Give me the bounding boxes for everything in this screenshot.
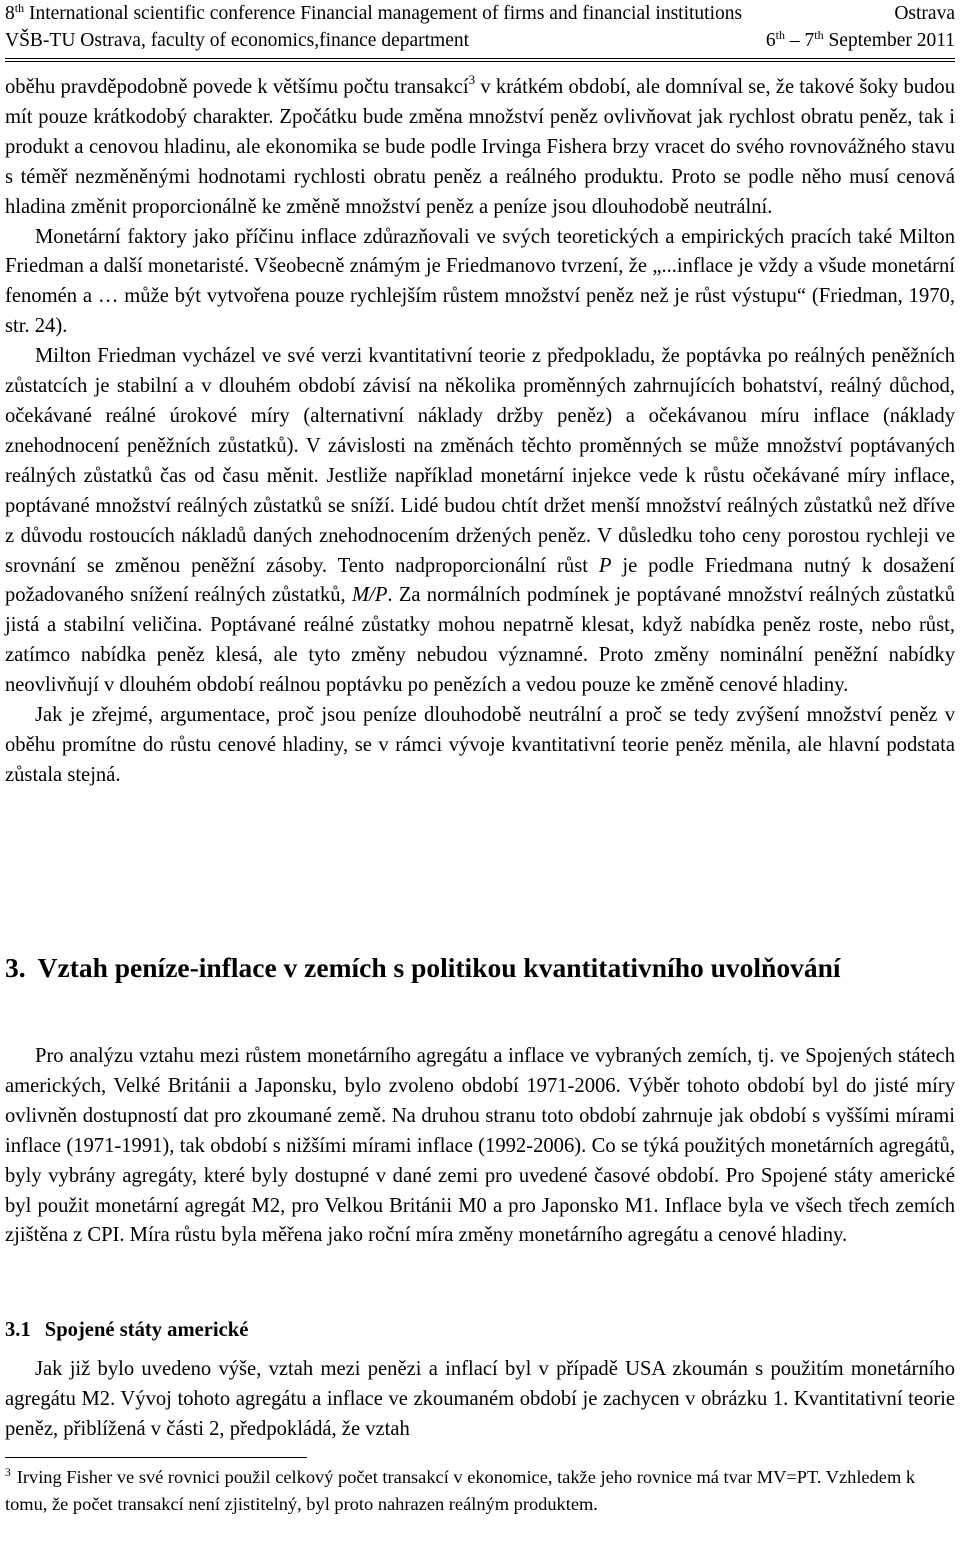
paragraph: oběhu pravděpodobně povede k většímu počtu transakcí$^3$ v krátkém období, ale domníval se, že takové šoky budou mít pouze krátkodobý charakter. Zpočátku bude změna množství peněz ovlivňovat jak rychlost obratu peněz, tak i produkt a cenovou hladinu, ale ekonomika se bude podle Irvinga Fishera brzy vracet do svého rovnovážného stavu s téměř nezměněnými hodnotami rychlosti obratu peněz a reálného produktu. Proto se podle něho musí cenová hladina změnit proporcionálně ke změně množství peněz a peníze jsou dlouhodobě neutrální.	[5, 72, 955, 218]
department-name: VŠB-TU Ostrava, faculty of economics,finance department	[5, 30, 470, 51]
text-block-1	[5, 73, 955, 791]
conference-number: 8	[5, 3, 15, 24]
text-block-3	[5, 1355, 955, 1445]
section-number: 3.	[5, 952, 26, 983]
conference-city: Ostrava	[894, 3, 955, 24]
symbol-M-over-P: M/P	[351, 584, 388, 607]
subsection-number: 3.1	[5, 1319, 31, 1341]
section-heading-3	[5, 950, 945, 986]
paragraph: Jak je zřejmé, argumentace, proč jsou peníze dlouhodobě neutrální a proč se tedy zvýšení množství peněz v oběhu promítne do růstu cenové hladiny, se v rámci vývoje kvantitativní teorie peněz měnila, ale hlavní podstata zůstala stejná.	[5, 704, 955, 786]
conference-date: 6th – 7th September 2011	[765, 28, 955, 51]
footnote-mark: 3	[5, 1467, 11, 1479]
conference-name: International scientific conference Financial management of firms and financial institutions	[24, 3, 743, 24]
footnote-text: Irving Fisher ve své rovnici použil celkový počet transakcí v ekonomice, takže jeho rovnice má tvar MV=PT. Vzhledem k tomu, že počet transakcí není zjistitelný, byl proto nahrazen reálným produktem.	[5, 1467, 916, 1514]
footnote	[5, 1464, 955, 1517]
subsection-title: Spojené státy americké	[44, 1319, 249, 1341]
symbol-P: P	[598, 554, 612, 577]
header-double-rule	[5, 58, 955, 62]
conference-number-suffix: th	[14, 1, 25, 15]
footnote-separator	[5, 1457, 307, 1458]
paragraph: Jak již bylo uvedeno výše, vztah mezi penězi a inflací byl v případě USA zkoumán s použitím monetárního agregátu M2. Vývoj tohoto agregátu a inflace ve zkoumaném období je zachycen v obrázku 1. Kvantitativní teorie peněz, přiblížená v části 2, předpokládá, že vztah	[5, 1358, 955, 1440]
paragraph: Milton Friedman vycházel ve své verzi kvantitativní teorie z předpokladu, že poptávka po reálných peněžních zůstatcích je stabilní a v dlouhém období závisí na několika proměnných zahrnujících bohatství, reálný důchod, očekávané reálné úrokové míry (alternativní náklady držby peněz) a očekávanou míru inflace (náklady znehodnocení peněžních zůstatků). V závislosti na změnách těchto proměnných se může množství poptávaných reálných zůstatků čas od času měnit. Jestliže například monetární injekce vede k růstu očekávané míry inflace, poptávané množství reálných zůstatků se sníží. Lidé budou chtít držet menší množství reálných zůstatků než dříve z důvodu rostoucích nákladů daných znehodnocením držených peněz. V důsledku toho ceny porostou rychleji ve srovnání se změnou peněžní zásoby. Tento nadproporcionální růst P je podle Friedmana nutný k dosažení požadovaného snížení reálných zůstatků, M/P. Za normálních podmínek je poptávané množství reálných zůstatků jistá a stabilní veličina. Poptávané reálné zůstatky mohou nepatrně klesat, když nabídka peněz roste, nebo růst, zatímco nabídka peněz klesá, ale tyto změny nebudou významné. Proto změny nominální peněžní nabídky neovlivňují v dlouhém období reálnou poptávku po penězích a vedou pouze ke změně cenové hladiny.	[5, 345, 955, 697]
paragraph: Pro analýzu vztahu mezi růstem monetárního agregátu a inflace ve vybraných zemích, tj. ve Spojených státech amerických, Velké Británii a Japonsku, bylo zvoleno období 1971-2006. Výběr tohoto období byl do jisté míry ovlivněn dostupností dat pro zkoumané země. Na druhou stranu toto období zahrnuje jak období s vyššími mírami inflace (1971-1991), tak období s nižšími mírami inflace (1992-2006). Co se týká použitých monetárních agregátů, byly vybrány agregáty, které byly dostupné v dané zemi pro uvedené časové období. Pro Spojené státy americké byl použit monetární agregát M2, pro Velkou Británii M0 a pro Japonsko M1. Inflace byla ve všech třech zemích zjištěna z CPI. Míra růstu byla měřena jako roční míra změny monetárního agregátu a cenové hladiny.	[5, 1045, 955, 1247]
paragraph: Monetární faktory jako příčinu inflace zdůrazňovali ve svých teoretických a empirických pracích také Milton Friedman a další monetaristé. Všeobecně známým je Friedmanovo tvrzení, že „...inflace je vždy a všude monetární fenomén a … může být vytvořena pouze rychlejším růstem množství peněz než je růst výstupu“ (Friedman, 1970, str. 24).	[5, 225, 955, 338]
footnote-reference[interactable]: 3	[468, 72, 476, 87]
section-title: Vztah peníze-inflace v zemích s politikou kvantitativního uvolňování	[37, 952, 841, 983]
running-header-line1	[5, 3, 955, 25]
text-block-2	[5, 1042, 955, 1251]
subsection-heading-3-1	[5, 1316, 248, 1344]
running-header-line2	[5, 30, 955, 52]
